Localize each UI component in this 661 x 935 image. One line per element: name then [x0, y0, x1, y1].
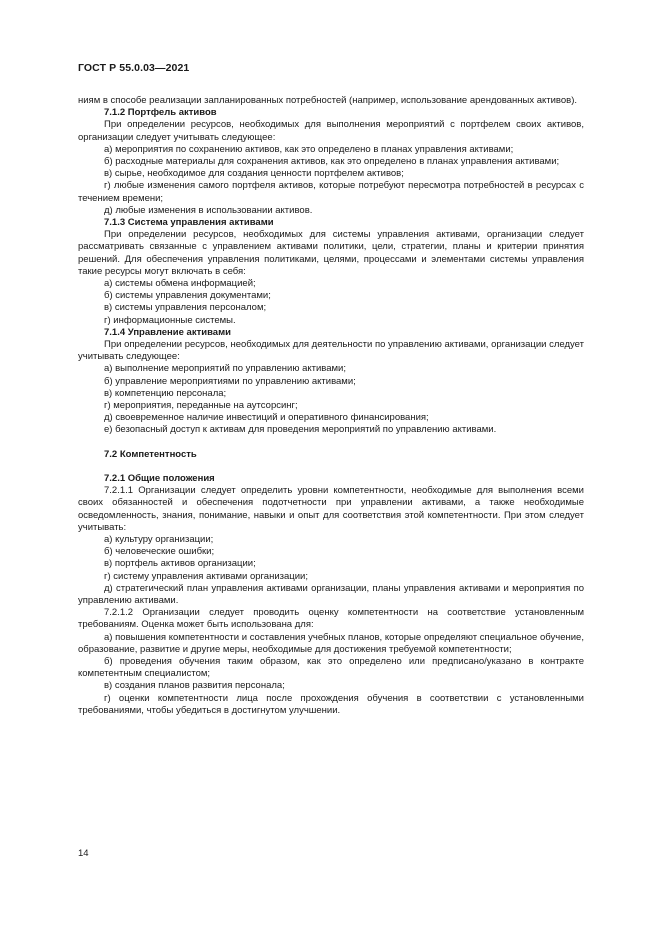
section-heading: 7.2.1 Общие положения	[104, 472, 215, 484]
paragraph: д) своевременное наличие инвестиций и оперативного финансирования;	[104, 412, 429, 424]
document-body	[78, 95, 584, 717]
paragraph: 7.2.1.2 Организации следует проводить оценку компетентности на соответствие установленным требованиям. Оценка может быть использована для:	[78, 607, 584, 631]
paragraph: в) создания планов развития персонала;	[104, 680, 285, 692]
paragraph: г) систему управления активами организации;	[104, 570, 308, 582]
paragraph: б) системы управления документами;	[104, 290, 271, 302]
paragraph: При определении ресурсов, необходимых для выполнения мероприятий с портфелем своих активов, организации следует учитывать следующее:	[78, 119, 584, 143]
paragraph: г) оценки компетентности лица после прохождения обучения в соответствии с установленными требованиями, чтобы убедиться в достигнутом улучшении.	[78, 692, 584, 716]
paragraph: а) повышения компетентности и составления учебных планов, которые определяют специальное обучение, образование, развитие и другие меры, необходимые для достижения требуемой компетентности;	[78, 631, 584, 655]
paragraph: а) системы обмена информацией;	[104, 278, 256, 290]
paragraph: в) компетенцию персонала;	[104, 387, 227, 399]
paragraph: При определении ресурсов, необходимых для деятельности по управлению активами, организации следует учитывать следующее:	[78, 339, 584, 363]
page-number: 14	[78, 848, 89, 859]
paragraph: б) проведения обучения таким образом, как это определено или предписано/указано в контракте компетентным специалистом;	[78, 655, 584, 680]
paragraph: б) человеческие ошибки;	[104, 546, 215, 558]
section-heading: 7.2 Компетентность	[104, 448, 197, 460]
paragraph: е) безопасный доступ к активам для проведения мероприятий по управлению активами.	[104, 424, 497, 436]
paragraph: г) мероприятия, переданные на аутсорсинг;	[104, 400, 298, 412]
section-heading: 7.1.3 Система управления активами	[104, 217, 274, 229]
paragraph: в) сырье, необходимое для создания ценности портфелем активов;	[104, 168, 404, 180]
paragraph: в) системы управления персоналом;	[104, 302, 267, 314]
paragraph: г) любые изменения самого портфеля активов, которые потребуют пересмотра потребностей в ресурсах с течением времени;	[78, 180, 584, 204]
paragraph: а) выполнение мероприятий по управлению активами;	[104, 363, 346, 375]
section-heading: 7.1.2 Портфель активов	[104, 107, 217, 119]
paragraph: г) информационные системы.	[104, 314, 236, 326]
paragraph: д) стратегический план управления активами организации, планы управления активами и мероприятия по управлению активами.	[78, 582, 584, 606]
paragraph: При определении ресурсов, необходимых для системы управления активами, организации следует рассматривать связанные с управлением активами политики, цели, стратегии, планы и критерии принятия решений. Для обеспечения управления политиками, целями, процессами и элементами системы управления такие ресурсы могут включать в себя:	[78, 229, 584, 277]
document-header: ГОСТ Р 55.0.03—2021	[78, 62, 190, 74]
paragraph: ниям в способе реализации запланированных потребностей (например, использование арендованных активов).	[78, 95, 577, 106]
paragraph: д) любые изменения в использовании активов.	[104, 204, 313, 216]
section-heading: 7.1.4 Управление активами	[104, 326, 231, 338]
paragraph: б) расходные материалы для сохранения активов, как это определено в планах управления активами;	[104, 156, 560, 168]
paragraph: а) культуру организации;	[104, 533, 214, 545]
paragraph: б) управление мероприятиями по управлению активами;	[104, 375, 356, 387]
paragraph: в) портфель активов организации;	[104, 558, 256, 570]
paragraph: а) мероприятия по сохранению активов, как это определено в планах управления активами;	[104, 143, 514, 155]
paragraph: 7.2.1.1 Организации следует определить уровни компетентности, необходимые для выполнения всеми своих обязанностей и обеспечения подотчетности при управлении активами, а также необходимые осведомленность, знания, понимание, навыки и опыт для соответствия этой компетентности. При этом следует учитывать:	[78, 485, 584, 533]
